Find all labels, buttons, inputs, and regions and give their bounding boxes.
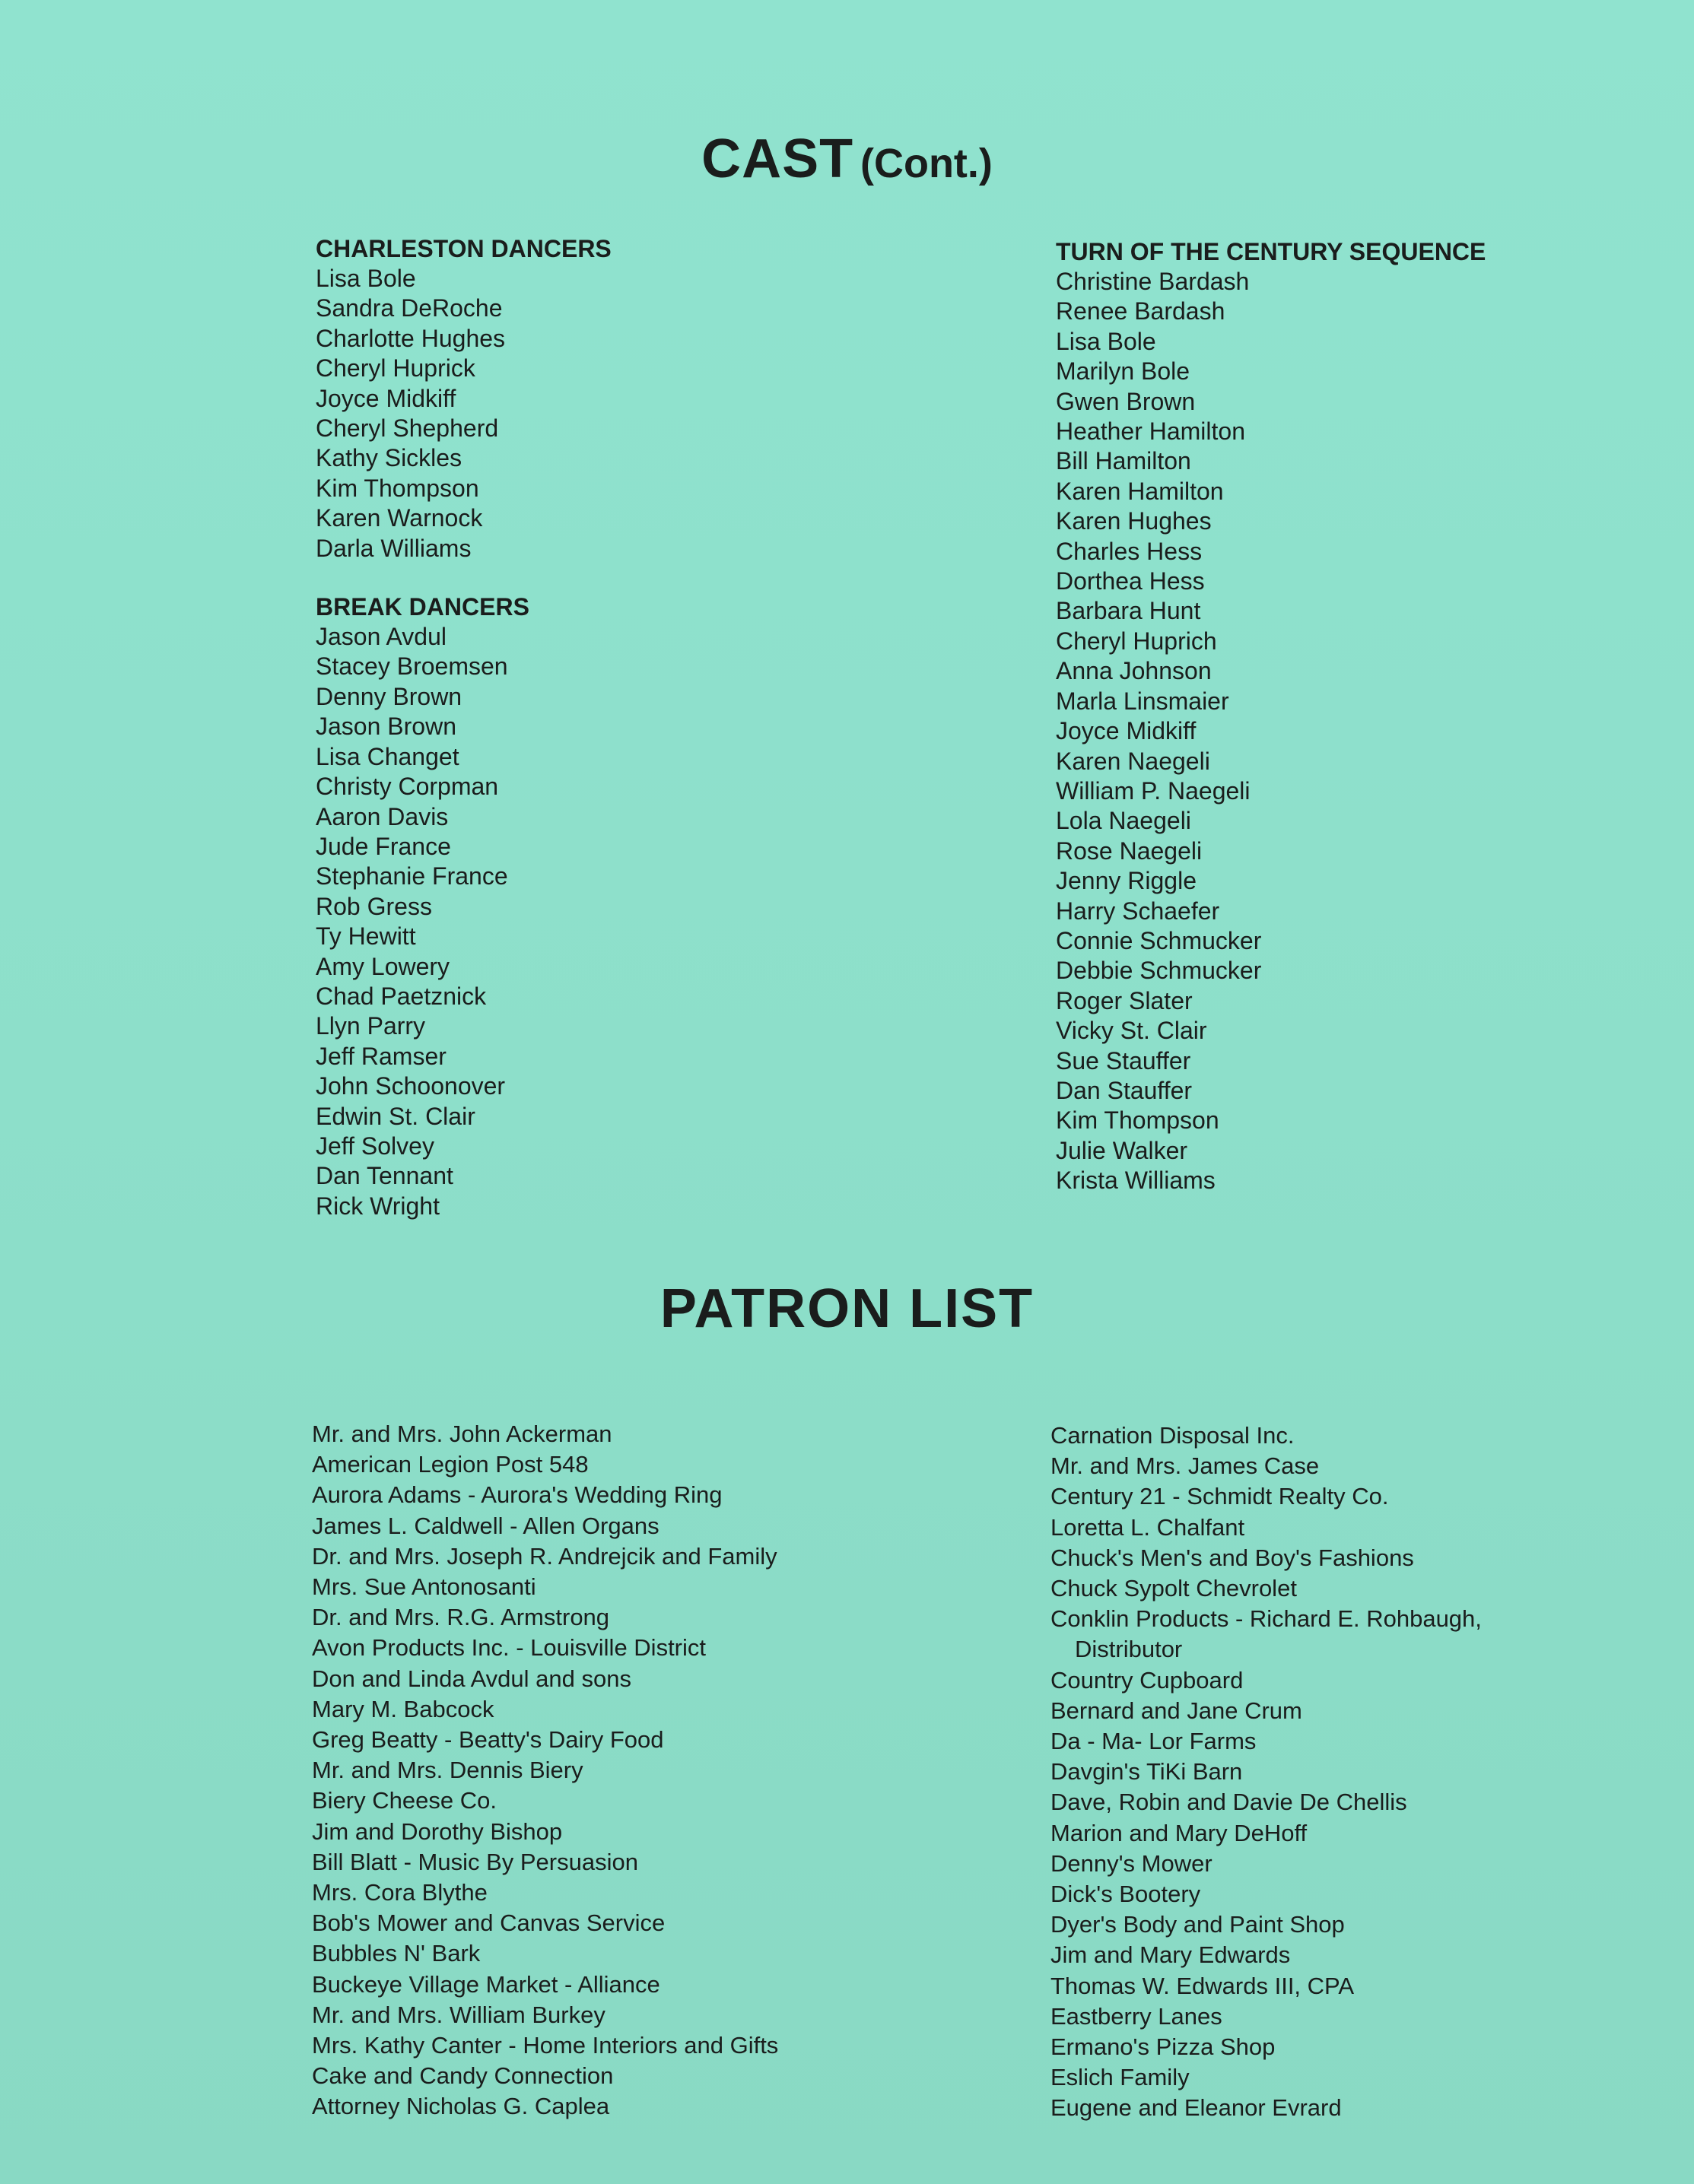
list-item: Mrs. Cora Blythe: [312, 1879, 488, 1906]
list-item: Mr. and Mrs. Dennis Biery: [312, 1757, 583, 1784]
list-item: Buckeye Village Market - Alliance: [312, 1970, 660, 1998]
list-item: Chuck's Men's and Boy's Fashions: [1050, 1544, 1414, 1571]
list-item: Thomas W. Edwards III, CPA: [1050, 1972, 1355, 1999]
list-item: Loretta L. Chalfant: [1050, 1513, 1245, 1541]
list-item: Jeff Solvey: [316, 1132, 434, 1160]
list-item: Julie Walker: [1056, 1136, 1188, 1164]
list-item: Bernard and Jane Crum: [1050, 1697, 1302, 1724]
list-item: Cheryl Shepherd: [316, 414, 499, 443]
list-item: Sue Stauffer: [1056, 1046, 1191, 1075]
list-item: Vicky St. Clair: [1056, 1017, 1207, 1045]
list-item: John Schoonover: [316, 1072, 506, 1100]
list-item: Attorney Nicholas G. Caplea: [312, 2093, 610, 2120]
list-item: Lisa Bole: [316, 265, 416, 292]
list-item: Eugene and Eleanor Evrard: [1050, 2094, 1342, 2122]
list-item: Mary M. Babcock: [312, 1695, 494, 1722]
list-item: Mrs. Sue Antonosanti: [312, 1573, 536, 1601]
list-item: Distributor: [1075, 1636, 1183, 1663]
list-item: Jim and Mary Edwards: [1050, 1941, 1291, 1969]
list-item: Rose Naegeli: [1056, 836, 1203, 865]
list-item: Davgin's TiKi Barn: [1050, 1758, 1243, 1786]
list-item: Heather Hamilton: [1056, 417, 1245, 446]
list-item: Avon Products Inc. - Louisville District: [312, 1634, 707, 1662]
list-item: Chuck Sypolt Chevrolet: [1050, 1575, 1297, 1602]
list-item: Renee Bardash: [1056, 297, 1225, 325]
list-item: Charles Hess: [1056, 537, 1203, 565]
list-item: Jenny Riggle: [1056, 867, 1197, 895]
list-item: Karen Naegeli: [1056, 747, 1210, 775]
list-item: Century 21 - Schmidt Realty Co.: [1050, 1483, 1389, 1510]
name-list: [316, 264, 612, 563]
patron-list-title: PATRON LIST: [659, 1278, 1035, 1339]
list-item: Joyce Midkiff: [1056, 717, 1197, 745]
list-item: American Legion Post 548: [312, 1451, 589, 1478]
list-item: Ermano's Pizza Shop: [1050, 2033, 1276, 2061]
section-heading: TURN OF THE CENTURY SEQUENCE: [1056, 238, 1486, 265]
list-item: Marion and Mary DeHoff: [1050, 1819, 1308, 1846]
list-item: Denny's Mower: [1050, 1849, 1212, 1877]
list-item: Jason Brown: [316, 713, 456, 741]
list-item: Dick's Bootery: [1050, 1881, 1201, 1908]
list-item: Biery Cheese Co.: [312, 1787, 497, 1814]
list-item: Amy Lowery: [316, 952, 450, 980]
list-item: Marilyn Bole: [1056, 357, 1190, 386]
list-item: Ty Hewitt: [316, 922, 416, 951]
cast-left-column: [316, 233, 612, 1221]
list-item: Sandra DeRoche: [316, 294, 503, 322]
list-item: Cheryl Huprick: [316, 354, 475, 383]
list-item: Darla Williams: [316, 534, 472, 562]
list-item: Jim and Dorothy Bishop: [312, 1817, 563, 1845]
list-item: Lola Naegeli: [1056, 807, 1191, 835]
list-item: Dr. and Mrs. Joseph R. Andrejcik and Family: [312, 1542, 777, 1570]
list-item: Carnation Disposal Inc.: [1050, 1422, 1295, 1449]
list-item: Stephanie France: [316, 862, 508, 890]
list-item: Bill Blatt - Music By Persuasion: [312, 1848, 638, 1875]
list-item: Bill Hamilton: [1056, 447, 1191, 475]
list-item: Aaron Davis: [316, 802, 449, 830]
list-item: Jason Avdul: [316, 623, 447, 651]
list-item: Aurora Adams - Aurora's Wedding Ring: [312, 1481, 723, 1509]
list-item: Dan Tennant: [316, 1162, 453, 1190]
list-item: Mr. and Mrs. James Case: [1050, 1452, 1320, 1480]
list-item: Llyn Parry: [316, 1012, 426, 1040]
cast-title-main: CAST: [701, 129, 854, 189]
list-item: Kim Thompson: [316, 474, 479, 502]
list-item: Stacey Broemsen: [316, 652, 508, 681]
section-heading: CHARLESTON DANCERS: [316, 235, 612, 262]
list-item: Edwin St. Clair: [316, 1102, 475, 1130]
cast-title: [0, 128, 1694, 190]
list-item: Roger Slater: [1056, 986, 1193, 1014]
patron-right-column: [1050, 1421, 1482, 2124]
list-item: Da - Ma- Lor Farms: [1050, 1728, 1257, 1755]
patron-list: [1050, 1421, 1482, 2124]
list-item: Conklin Products - Richard E. Rohbaugh,: [1050, 1605, 1482, 1633]
list-item: Dyer's Body and Paint Shop: [1050, 1911, 1345, 1938]
name-list: [1056, 267, 1486, 1196]
list-item: Barbara Hunt: [1056, 597, 1201, 625]
list-item: Denny Brown: [316, 682, 462, 710]
list-item: Greg Beatty - Beatty's Dairy Food: [312, 1726, 664, 1754]
list-item: Dan Stauffer: [1056, 1076, 1193, 1104]
list-item: James L. Caldwell - Allen Organs: [312, 1512, 659, 1539]
list-item: Jeff Ramser: [316, 1042, 447, 1070]
list-item: Krista Williams: [1056, 1167, 1216, 1195]
list-item: Dorthea Hess: [1056, 567, 1205, 595]
list-item: Don and Linda Avdul and sons: [312, 1665, 631, 1692]
list-item: Lisa Changet: [316, 742, 459, 770]
list-item: Anna Johnson: [1056, 657, 1212, 685]
cast-right-column: [1056, 236, 1486, 1196]
name-list: [316, 622, 612, 1221]
cast-title-suffix: (Cont.): [860, 141, 993, 186]
list-item: Connie Schmucker: [1056, 926, 1262, 954]
list-item: Dr. and Mrs. R.G. Armstrong: [312, 1604, 610, 1631]
list-item: Mr. and Mrs. John Ackerman: [312, 1421, 612, 1447]
list-item: Mrs. Kathy Canter - Home Interiors and Gifts: [312, 2032, 779, 2059]
list-item: Karen Hamilton: [1056, 477, 1224, 505]
list-item: Jude France: [316, 832, 451, 860]
list-item: Gwen Brown: [1056, 387, 1196, 415]
list-item: Country Cupboard: [1050, 1666, 1244, 1694]
list-item: Charlotte Hughes: [316, 324, 506, 352]
turn-of-century-section: [1056, 236, 1486, 1196]
list-item: Harry Schaefer: [1056, 897, 1220, 925]
list-item: Cheryl Huprich: [1056, 627, 1217, 655]
break-dancers-section: [316, 592, 612, 1221]
list-item: Christine Bardash: [1056, 268, 1250, 295]
list-item: Karen Hughes: [1056, 507, 1212, 535]
list-item: Eslich Family: [1050, 2064, 1190, 2091]
list-item: Dave, Robin and Davie De Chellis: [1050, 1789, 1407, 1816]
charleston-dancers-section: [316, 233, 612, 563]
list-item: Bubbles N' Bark: [312, 1940, 481, 1967]
list-item: Bob's Mower and Canvas Service: [312, 1909, 666, 1937]
list-item: Kathy Sickles: [316, 444, 462, 472]
list-item: Debbie Schmucker: [1056, 957, 1262, 985]
patron-left-column: [312, 1419, 778, 2122]
list-item: Kim Thompson: [1056, 1106, 1219, 1135]
list-item: Rob Gress: [316, 892, 432, 920]
list-item: Mr. and Mrs. William Burkey: [312, 2001, 605, 2028]
list-item: Marla Linsmaier: [1056, 687, 1229, 715]
list-item: Lisa Bole: [1056, 327, 1156, 355]
list-item: Rick Wright: [316, 1192, 440, 1220]
list-item: Karen Warnock: [316, 504, 483, 532]
list-item: Cake and Candy Connection: [312, 2062, 614, 2090]
list-item: William P. Naegeli: [1056, 776, 1251, 805]
list-item: Eastberry Lanes: [1050, 2002, 1222, 2030]
list-item: Christy Corpman: [316, 773, 499, 801]
list-item: Chad Paetznick: [316, 982, 487, 1010]
patron-list: [312, 1419, 778, 2122]
list-item: Joyce Midkiff: [316, 384, 456, 412]
section-heading: BREAK DANCERS: [316, 593, 529, 621]
